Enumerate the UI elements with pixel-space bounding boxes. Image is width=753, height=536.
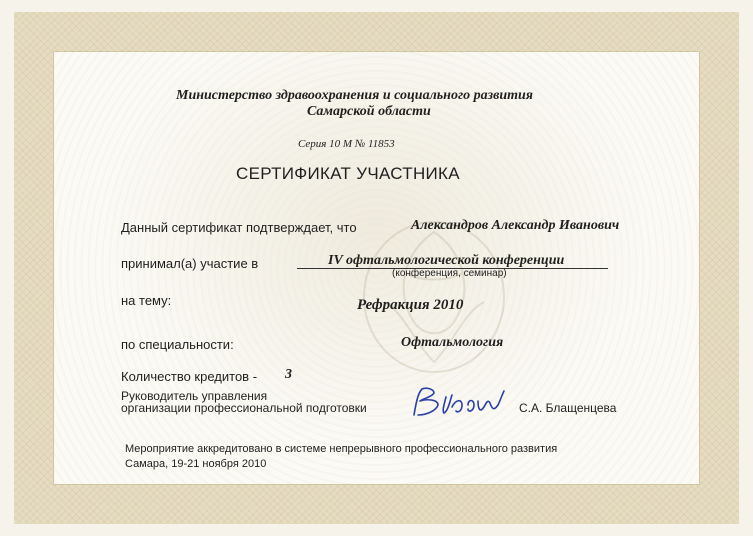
specialty-value: Офтальмология [401, 335, 504, 350]
participated-label: принимал(а) участие в [121, 256, 259, 271]
footer-accreditation: Мероприятие аккредитовано в системе непрерывного профессионального развития [125, 443, 558, 455]
participant-name: Александров Александр Иванович [411, 218, 620, 233]
signature-icon [408, 385, 516, 421]
credits-label: Количество кредитов - [121, 369, 258, 384]
certificate-title: СЕРТИФИКАТ УЧАСТНИКА [236, 164, 460, 183]
credits-value: 3 [285, 367, 292, 382]
director-title-line-1: Руководитель управления [121, 389, 268, 403]
footer-place-date: Самара, 19-21 ноября 2010 [125, 458, 267, 470]
issuer-line-2: Самарской области [307, 104, 431, 119]
event-hint: (конференция, семинар) [392, 268, 507, 279]
issuer-line-1: Министерство здравоохранения и социального развития [176, 88, 534, 103]
director-title-line-2: организации профессиональной подготовки [121, 401, 367, 415]
specialty-label: по специальности: [121, 337, 234, 352]
confirm-label: Данный сертификат подтверждает, что [121, 220, 357, 235]
topic-label: на тему: [121, 293, 172, 308]
director-name: С.А. Блащенцева [519, 401, 617, 415]
event-name: IV офтальмологической конференции [328, 253, 565, 268]
topic-value: Рефракция 2010 [357, 297, 464, 313]
series-number: Серия 10 М № 11853 [298, 138, 395, 150]
